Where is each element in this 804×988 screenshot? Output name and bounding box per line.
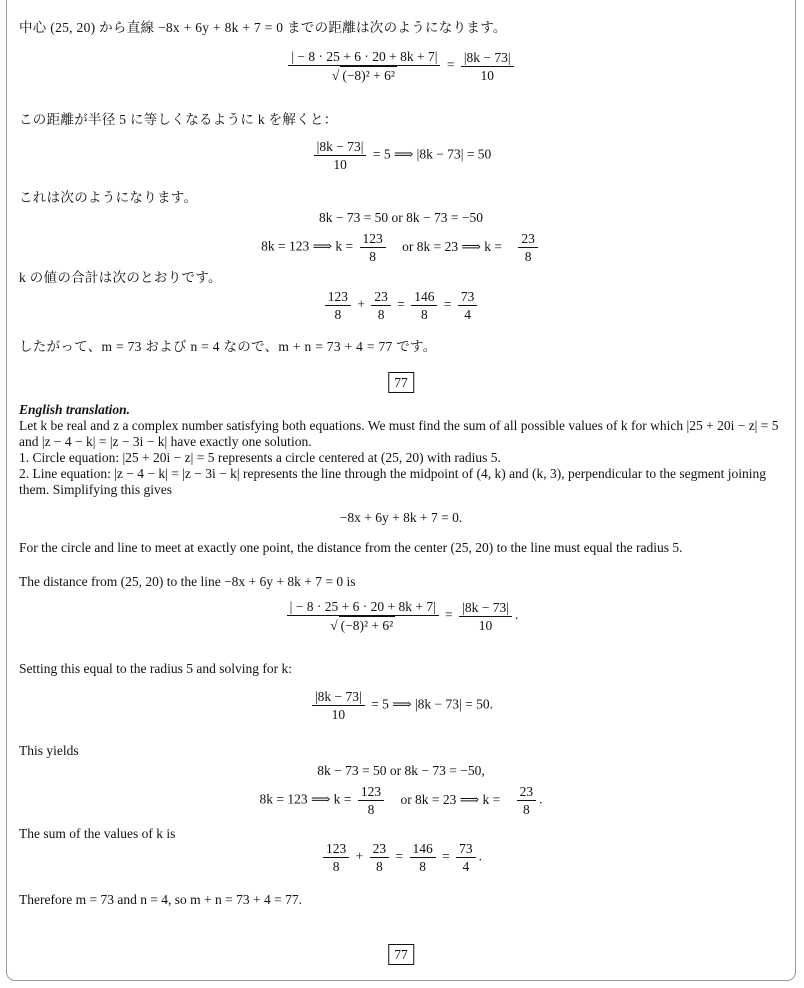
en-sum-frac-a (323, 840, 349, 875)
jp-sum-d-num: 73 (458, 288, 478, 306)
en-solution-num-2: 23 (517, 783, 537, 801)
jp-sum-frac-b (371, 288, 391, 323)
jp-radius-condition: この距離が半径 5 に等しくなるように k を解くと： (19, 112, 338, 127)
jp-absolute-equation (19, 138, 783, 173)
jp-absolute-numerator: |8k − 73| (314, 138, 367, 156)
jp-distance-fraction: $\frac{| - 8 \cdot 25 + 6 \cdot 20 + 8k + 7|}{\text{√ (−8)² + 6²}}$ (288, 48, 440, 84)
jp-solution-num-2: 23 (518, 230, 538, 248)
en-sum-c-den: 8 (419, 859, 426, 874)
jp-sum-a-den: 8 (334, 307, 342, 322)
jp-solution-num-1: 123 (360, 230, 386, 248)
en-sum-a-den: 8 (332, 859, 340, 874)
solution-card (6, 0, 796, 981)
jp-cases-intro: これは次のようになります。 (19, 190, 198, 205)
jp-solution-left: 8k = 123 ⟹ k = (261, 238, 354, 254)
en-distance-rhs (459, 599, 512, 634)
en-radius-condition: Setting this equal to the radius 5 and solving for k: (19, 661, 292, 676)
jp-distance-denominator: (−8)² + 6² (342, 68, 395, 83)
jp-sum-c-den: 8 (420, 307, 428, 322)
jp-answer-box: 77 (388, 372, 414, 393)
jp-solution-den-1: 8 (369, 249, 376, 264)
en-distance-rhs-denominator: 10 (478, 617, 493, 633)
en-absolute-fraction (312, 688, 365, 723)
jp-absolute-fraction (314, 138, 367, 173)
en-sum-frac-d (456, 840, 476, 875)
en-sum-frac-c (410, 840, 436, 875)
en-problem-statement: Let k be real and z a complex number satisfying both equations. We must find the sum of all possible values of k for which |25 + 20i − z| = 5 and |z − 4 − k| = |z − 3i − k| have exactly one solution. (19, 418, 779, 449)
jp-sum-b-den: 8 (377, 307, 385, 322)
en-absolute-rhs: = 5 ⟹ |8k − 73| = 50. (371, 696, 493, 712)
jp-sum-equation: $\frac{123}{8}$ + $\frac{23}{8}$ = $\frac{146}{8}$ = $\frac{73}{4}$ (19, 288, 783, 323)
jp-solutions (19, 230, 783, 265)
en-distance-denominator: (−8)² + 6² (340, 618, 394, 633)
jp-sum-frac-a (325, 288, 351, 323)
en-distance-intro: The distance from (25, 20) to the line −8x + 6y + 8k + 7 = 0 is (19, 574, 356, 589)
en-sum-frac-b (370, 840, 390, 875)
en-cases: 8k − 73 = 50 or 8k − 73 = −50, (317, 763, 485, 778)
en-cases-intro: This yields (19, 743, 79, 758)
jp-cases: 8k − 73 = 50 or 8k − 73 = −50 (318, 210, 484, 225)
en-solution-num-1: 123 (358, 783, 384, 801)
jp-conclusion: したがって、m = 73 および n = 4 なので、m + n = 73 + 4 = 77 です。 (19, 339, 437, 354)
jp-sum-b-num: 23 (371, 288, 391, 306)
jp-distance-rhs-numerator: |8k − 73| (461, 49, 514, 67)
en-solution-frac-1 (358, 783, 384, 818)
jp-distance-rhs (461, 49, 514, 84)
jp-distance-intro: 中心 (25, 20) から直線 −8x + 6y + 8k + 7 = 0 までの距離は次のようになります。 (19, 20, 507, 35)
en-solution-den-2: 8 (523, 802, 530, 817)
en-solution-frac-2 (517, 783, 537, 818)
jp-absolute-denominator: 10 (333, 157, 347, 172)
jp-solution-frac-1 (360, 230, 386, 265)
jp-sum-frac-d (458, 288, 478, 323)
en-distance-formula: $\frac{| - 8 \cdot 25 + 6 \cdot 20 + 8k + 7|}{\text{√ (−8)² + 6²}}$ = $\frac{|8k - 73|}{10}$ . (19, 598, 783, 634)
en-sum-b-den: 8 (376, 859, 383, 874)
jp-sum-d-den: 4 (464, 307, 471, 322)
en-solution-den-1: 8 (367, 802, 375, 817)
en-sum-equation: $\frac{123}{8}$ + $\frac{23}{8}$ = $\frac{146}{8}$ = $\frac{73}{4}$ . (19, 840, 783, 875)
en-heading: English translation. (19, 402, 131, 417)
en-absolute-equation (19, 688, 783, 723)
jp-distance-rhs-denominator: 10 (480, 67, 494, 83)
en-distance-rhs-numerator: |8k − 73| (459, 599, 512, 617)
en-line-equation: 2. Line equation: |z − 4 − k| = |z − 3i − k| represents the line through the midpoint of (4, k) and (k, 3), perpendicular to the segment joining them. Simplifying this gives (19, 466, 766, 497)
en-sum-d-num: 73 (456, 840, 476, 858)
en-sum-d-den: 4 (462, 859, 470, 874)
en-answer-box: 77 (388, 944, 414, 965)
en-circle-equation: 1. Circle equation: |25 + 20i − z| = 5 represents a circle centered at (25, 20) with radius 5. (19, 450, 501, 465)
en-sum-a-num: 123 (323, 840, 349, 858)
jp-solution-den-2: 8 (524, 249, 532, 264)
en-solution-left: 8k = 123 ⟹ k = (259, 791, 352, 807)
en-sum-b-num: 23 (370, 840, 390, 858)
en-sum-c-num: 146 (410, 840, 436, 858)
en-distance-fraction: $\frac{| - 8 \cdot 25 + 6 \cdot 20 + 8k + 7|}{\text{√ (−8)² + 6²}}$ (287, 598, 439, 634)
jp-solution-mid: or 8k = 23 ⟹ k = (402, 238, 502, 254)
en-solutions: 8k = 123 ⟹ k = $\frac{123}{8}$ or 8k = 23 ⟹ k = $\frac{23}{8}$ . (259, 784, 543, 817)
en-absolute-numerator: |8k − 73| (312, 688, 365, 706)
jp-sum-c-num: 146 (411, 288, 437, 306)
jp-distance-formula: $\frac{| - 8 \cdot 25 + 6 \cdot 20 + 8k + 7|}{\text{√ (−8)² + 6²}}$ = $\frac{|8k - 73|}{10}$ (19, 48, 783, 84)
en-distance-numerator: | − 8 · 25 + 6 · 20 + 8k + 7| (287, 598, 439, 616)
jp-absolute-rhs: = 5 ⟹ |8k − 73| = 50 (372, 146, 492, 162)
jp-distance-numerator: | − 8 · 25 + 6 · 20 + 8k + 7| (288, 48, 440, 66)
jp-sum-intro: k の値の合計は次のとおりです。 (19, 270, 222, 285)
jp-sum-frac-c (411, 288, 437, 323)
en-conclusion: Therefore m = 73 and n = 4, so m + n = 73 + 4 = 77. (19, 892, 303, 907)
en-sum-intro: The sum of the values of k is (19, 826, 176, 841)
en-simplified-line: −8x + 6y + 8k + 7 = 0. (339, 510, 463, 525)
jp-sum-a-num: 123 (325, 288, 351, 306)
en-solution-mid: or 8k = 23 ⟹ k = (400, 791, 501, 807)
en-tangency-condition: For the circle and line to meet at exactly one point, the distance from the center (25, 20) to the line must equal the radius 5. (19, 540, 683, 555)
jp-solution-frac-2 (518, 230, 538, 265)
en-absolute-denominator: 10 (331, 707, 346, 722)
